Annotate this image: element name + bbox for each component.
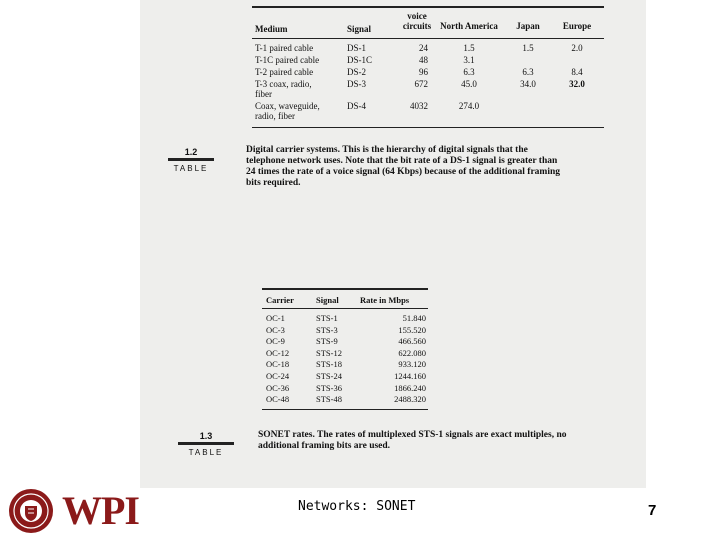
table-row: [262, 336, 428, 348]
caption-line: telephone network uses. Note that the bit rate of a DS-1 signal is greater than: [246, 156, 558, 166]
cell-carrier: OC-12: [266, 347, 290, 358]
table1-number: 1.2: [184, 147, 198, 157]
table-row: [252, 79, 604, 101]
table1-caption: [246, 145, 626, 189]
header-medium: Medium: [255, 24, 288, 34]
cell-japan: 1.5: [522, 43, 534, 53]
table2-body: [262, 309, 428, 410]
scanned-page: [140, 0, 646, 488]
header-voice-1: voice: [407, 11, 427, 21]
digital-carrier-table: [252, 6, 604, 128]
cell-medium: T-1 paired cable: [255, 43, 314, 53]
table-row: [262, 383, 428, 395]
cell-voice: 4032: [410, 101, 428, 111]
table-row: [262, 348, 428, 360]
cell-signal: STS-36: [316, 382, 342, 393]
cell-carrier: OC-3: [266, 324, 285, 335]
caption-line: additional framing bits are used.: [258, 441, 391, 451]
table2-tag-rule: [178, 442, 234, 445]
table1-tag-word: TABLE: [173, 164, 209, 173]
cell-rate: 466.560: [398, 336, 426, 347]
cell-rate: 155.520: [398, 324, 426, 335]
header-north-america: North America: [440, 21, 498, 31]
table1-header: [252, 6, 604, 39]
header-signal: Signal: [316, 295, 339, 305]
cell-carrier: OC-1: [266, 313, 285, 323]
cell-japan: 34.0: [520, 79, 536, 89]
cell-signal: STS-12: [316, 347, 342, 358]
header-japan: Japan: [516, 21, 540, 31]
table-row: [252, 101, 604, 123]
cell-europe: 32.0: [569, 79, 585, 89]
header-voice-2: circuits: [402, 21, 432, 31]
cell-signal: STS-9: [316, 336, 338, 347]
caption-line: bits required.: [246, 178, 301, 188]
cell-medium: Coax, waveguide,: [255, 101, 320, 111]
cell-japan: 6.3: [522, 67, 534, 77]
page-number: 7: [648, 502, 657, 519]
cell-signal: STS-24: [316, 370, 342, 381]
cell-carrier: OC-9: [266, 336, 285, 347]
cell-signal: STS-48: [316, 394, 342, 405]
cell-voice: 96: [419, 67, 428, 77]
cell-voice: 24: [419, 43, 428, 53]
cell-voice: 48: [419, 55, 428, 65]
cell-medium: T-1C paired cable: [255, 55, 320, 65]
cell-signal: STS-3: [316, 324, 338, 335]
cell-rate: 51.840: [402, 313, 426, 323]
cell-rate: 1244.160: [394, 370, 426, 381]
table2-caption: [258, 430, 630, 452]
cell-north-america: 274.0: [458, 101, 480, 111]
cell-signal: STS-1: [316, 313, 338, 323]
table-row: [262, 394, 428, 406]
cell-rate: 622.080: [398, 347, 426, 358]
cell-europe: 8.4: [571, 67, 583, 77]
cell-rate: 2488.320: [394, 394, 426, 405]
table-row: [252, 43, 604, 55]
cell-europe: 2.0: [571, 43, 583, 53]
cell-signal: DS-1C: [347, 55, 373, 65]
header-carrier: Carrier: [266, 295, 294, 305]
table-row: [262, 359, 428, 371]
table2-tag: [178, 431, 234, 457]
cell-rate: 933.120: [398, 359, 426, 370]
cell-signal: DS-1: [347, 43, 367, 53]
cell-north-america: 1.5: [463, 43, 475, 53]
cell-carrier: OC-18: [266, 359, 290, 370]
table2-number: 1.3: [199, 431, 213, 441]
header-signal: Signal: [347, 24, 372, 34]
header-europe: Europe: [562, 21, 592, 31]
table-row: [262, 325, 428, 337]
cell-rate: 1866.240: [394, 382, 426, 393]
table2-header: [262, 288, 428, 309]
caption-line: 24 times the rate of a voice signal (64 Kbps) because of the additional framing: [246, 167, 561, 177]
table-row: [262, 371, 428, 383]
cell-carrier: OC-24: [266, 370, 290, 381]
table-row: [252, 55, 604, 67]
cell-signal: STS-18: [316, 359, 342, 370]
caption-line: Digital carrier systems. This is the hierarchy of digital signals that the: [246, 145, 528, 155]
cell-signal: DS-2: [347, 67, 367, 77]
cell-north-america: 3.1: [463, 55, 475, 65]
table-row: [252, 67, 604, 79]
cell-signal: DS-3: [347, 79, 367, 89]
cell-medium: T-2 paired cable: [255, 67, 314, 77]
wpi-logo: WPI: [62, 488, 139, 533]
table1-tag: [168, 147, 214, 173]
cell-carrier: OC-48: [266, 394, 290, 405]
cell-medium-line2: radio, fiber: [255, 111, 295, 121]
table1-body: [252, 39, 604, 128]
header-rate: Rate in Mbps: [360, 295, 410, 305]
table-row: [262, 313, 428, 325]
slide-title: Networks: SONET: [298, 499, 416, 514]
cell-signal: DS-4: [347, 101, 367, 111]
table2-tag-word: TABLE: [188, 448, 224, 457]
cell-carrier: OC-36: [266, 382, 290, 393]
caption-line: SONET rates. The rates of multiplexed STS-1 signals are exact multiples, no: [258, 430, 567, 440]
cell-voice: 672: [414, 79, 428, 89]
table1-tag-rule: [168, 158, 214, 161]
cell-medium-line2: fiber: [255, 89, 272, 99]
cell-medium: T-3 coax, radio,: [255, 79, 312, 89]
cell-north-america: 45.0: [461, 79, 477, 89]
cell-north-america: 6.3: [463, 67, 475, 77]
sonet-rates-table: [262, 288, 428, 410]
